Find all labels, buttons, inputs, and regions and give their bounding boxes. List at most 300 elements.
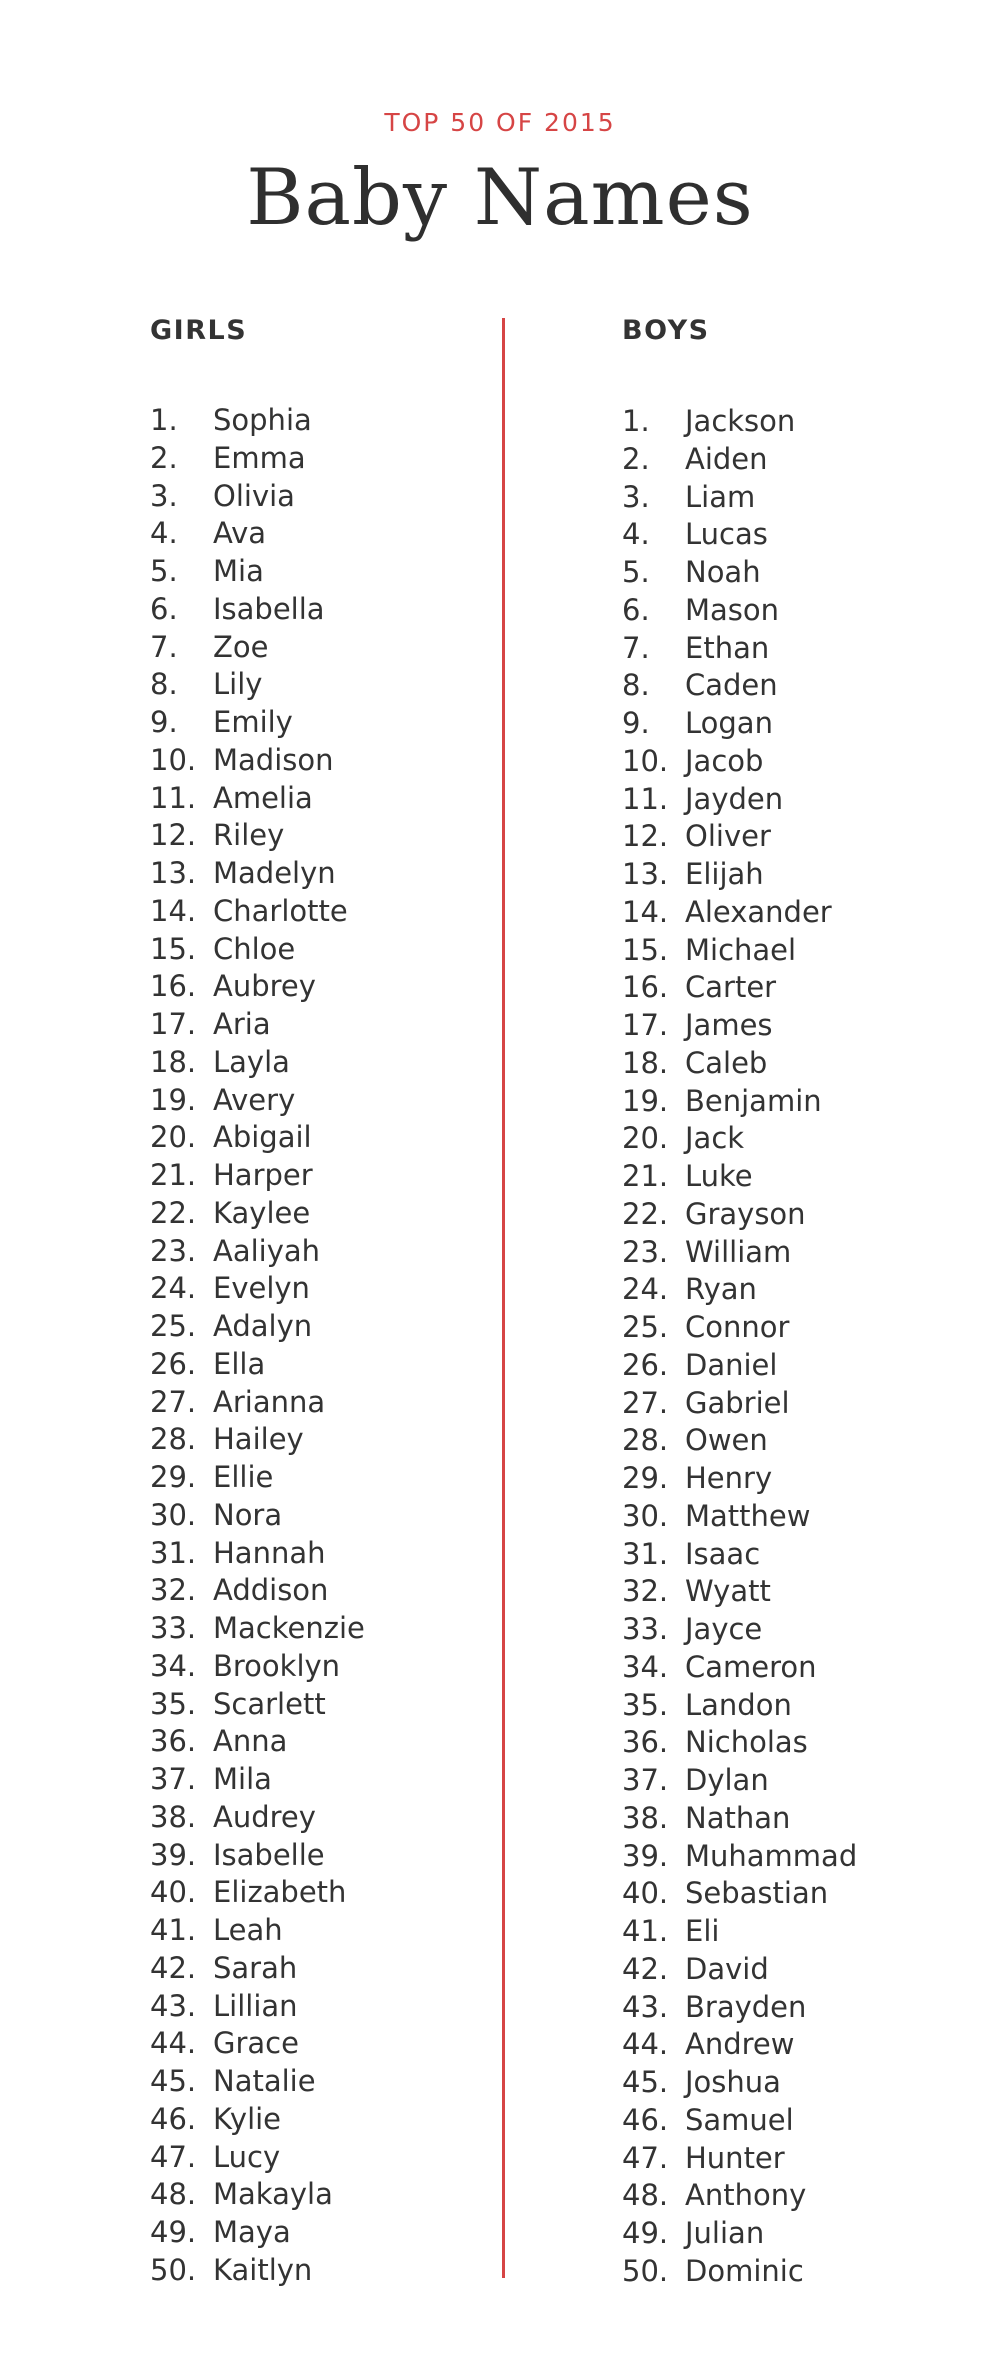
girl-list-item — [150, 1421, 365, 1459]
boy-rank-number: 36. — [622, 1725, 669, 1760]
boy-rank-number: 43. — [622, 1989, 669, 2024]
girl-list-item — [150, 2025, 365, 2063]
boy-list-item — [622, 1762, 857, 1800]
boy-list-item — [622, 969, 857, 1007]
girl-rank-number: 48. — [150, 2177, 197, 2212]
boy-list-item — [622, 516, 857, 554]
boy-list-item — [622, 667, 857, 705]
girl-rank-number: 12. — [150, 818, 197, 853]
boy-rank-number: 17. — [622, 1008, 669, 1042]
girl-rank-number: 25. — [150, 1309, 197, 1343]
boy-name: Mason — [685, 592, 780, 627]
girl-name: Avery — [213, 1082, 296, 1117]
girl-list-item — [150, 1233, 365, 1271]
boy-rank-number: 12. — [622, 819, 669, 854]
girl-rank-number: 35. — [150, 1686, 197, 1721]
boy-list-item — [622, 2064, 857, 2102]
girl-name: Elizabeth — [213, 1875, 347, 1910]
boy-rank-number: 16. — [622, 970, 669, 1005]
boy-rank-number: 3. — [622, 479, 650, 514]
boy-rank-number: 29. — [622, 1461, 669, 1495]
girls-name-list — [150, 402, 365, 2290]
boy-list-item — [622, 1989, 857, 2027]
girl-name: Sophia — [213, 403, 312, 437]
boy-rank-number: 33. — [622, 1612, 669, 1646]
boy-name: Carter — [685, 970, 777, 1005]
girl-list-item — [150, 1912, 365, 1950]
girl-list-item — [150, 2139, 365, 2177]
boy-name: James — [685, 1008, 773, 1042]
girl-name: Olivia — [213, 478, 295, 513]
boy-rank-number: 41. — [622, 1914, 669, 1948]
boy-list-item — [622, 1271, 857, 1309]
girl-list-item — [150, 2101, 365, 2139]
girl-rank-number: 1. — [150, 403, 178, 437]
boy-list-item — [622, 1460, 857, 1498]
girl-name: Ava — [213, 516, 267, 551]
boy-name: Isaac — [685, 1536, 761, 1571]
girl-name: Mia — [213, 554, 264, 588]
girl-list-item — [150, 1270, 365, 1308]
girl-name: Madison — [213, 742, 334, 777]
girl-name: Lillian — [213, 1988, 298, 2023]
boy-rank-number: 40. — [622, 1876, 669, 1911]
boy-name: Grayson — [685, 1196, 806, 1231]
girl-list-item — [150, 704, 365, 742]
boy-name: Nathan — [685, 1800, 791, 1835]
boy-rank-number: 44. — [622, 2027, 669, 2062]
boy-name: William — [685, 1234, 792, 1269]
boy-name: Connor — [685, 1310, 790, 1344]
girl-list-item — [150, 1535, 365, 1573]
boy-list-item — [622, 479, 857, 517]
girl-name: Ellie — [213, 1460, 274, 1494]
boy-list-item — [622, 1234, 857, 1272]
boy-list-item — [622, 1120, 857, 1158]
boy-name: Anthony — [685, 2178, 807, 2213]
girl-list-item — [150, 1346, 365, 1384]
boy-list-item — [622, 1422, 857, 1460]
girl-rank-number: 2. — [150, 440, 178, 475]
boy-rank-number: 5. — [622, 555, 650, 589]
boy-list-item — [622, 2177, 857, 2215]
girl-name: Kaitlyn — [213, 2252, 313, 2287]
boy-list-item — [622, 743, 857, 781]
boy-rank-number: 50. — [622, 2253, 669, 2288]
girl-name: Aubrey — [213, 969, 316, 1004]
girl-list-item — [150, 742, 365, 780]
boy-list-item — [622, 1045, 857, 1083]
girl-list-item — [150, 1384, 365, 1422]
boy-name: Wyatt — [685, 1574, 771, 1609]
boy-name: Aiden — [685, 441, 768, 476]
boy-rank-number: 27. — [622, 1385, 669, 1420]
boy-list-item — [622, 1687, 857, 1725]
girl-rank-number: 10. — [150, 742, 197, 777]
girl-list-item — [150, 1950, 365, 1988]
girl-rank-number: 16. — [150, 969, 197, 1004]
girl-rank-number: 24. — [150, 1271, 197, 1306]
girl-list-item — [150, 855, 365, 893]
boy-list-item — [622, 2215, 857, 2253]
girl-name: Riley — [213, 818, 285, 853]
boy-name: Jackson — [685, 404, 796, 438]
girl-rank-number: 11. — [150, 780, 197, 815]
girl-name: Hailey — [213, 1422, 304, 1457]
girl-name: Madelyn — [213, 856, 336, 890]
boy-name: Gabriel — [685, 1385, 790, 1420]
boy-name: Alexander — [685, 894, 832, 929]
boy-list-item — [622, 441, 857, 479]
girl-name: Aria — [213, 1007, 271, 1041]
boy-rank-number: 34. — [622, 1649, 669, 1684]
girl-rank-number: 26. — [150, 1346, 197, 1381]
girl-list-item — [150, 2063, 365, 2101]
boy-list-item — [622, 1196, 857, 1234]
girl-list-item — [150, 1837, 365, 1875]
girl-list-item — [150, 2252, 365, 2290]
boy-rank-number: 11. — [622, 781, 669, 816]
girl-rank-number: 34. — [150, 1648, 197, 1683]
boy-rank-number: 28. — [622, 1423, 669, 1458]
girl-name: Scarlett — [213, 1686, 326, 1721]
boy-rank-number: 35. — [622, 1687, 669, 1722]
boy-name: Cameron — [685, 1649, 817, 1684]
boy-rank-number: 26. — [622, 1347, 669, 1382]
boy-list-item — [622, 1649, 857, 1687]
boy-name: Landon — [685, 1687, 792, 1722]
girl-name: Layla — [213, 1044, 290, 1079]
girl-rank-number: 29. — [150, 1460, 197, 1494]
boy-rank-number: 31. — [622, 1536, 669, 1571]
girl-list-item — [150, 666, 365, 704]
boy-name: Jacob — [685, 743, 764, 778]
girl-rank-number: 37. — [150, 1762, 197, 1796]
boy-list-item — [622, 705, 857, 743]
boy-rank-number: 18. — [622, 1045, 669, 1080]
boy-name: Benjamin — [685, 1083, 822, 1118]
girl-rank-number: 43. — [150, 1988, 197, 2023]
girl-list-item — [150, 1044, 365, 1082]
boy-name: Lucas — [685, 517, 768, 552]
boy-name: Daniel — [685, 1347, 778, 1382]
boy-list-item — [622, 2253, 857, 2291]
boy-rank-number: 23. — [622, 1234, 669, 1269]
boy-rank-number: 46. — [622, 2102, 669, 2137]
boy-rank-number: 19. — [622, 1083, 669, 1118]
boy-name: Caleb — [685, 1045, 768, 1080]
boy-name: Owen — [685, 1423, 768, 1458]
column-divider — [502, 318, 505, 2278]
boy-list-item — [622, 818, 857, 856]
boy-list-item — [622, 1498, 857, 1536]
boy-list-item — [622, 1724, 857, 1762]
boy-name: Jayce — [685, 1612, 763, 1646]
girl-list-item — [150, 1988, 365, 2026]
boy-name: Dominic — [685, 2253, 804, 2288]
boy-rank-number: 22. — [622, 1196, 669, 1231]
girl-rank-number: 15. — [150, 931, 197, 966]
boy-rank-number: 9. — [622, 706, 650, 740]
girl-rank-number: 22. — [150, 1195, 197, 1230]
boy-rank-number: 21. — [622, 1159, 669, 1193]
boy-list-item — [622, 932, 857, 970]
boys-name-list — [622, 403, 857, 2291]
boy-list-item — [622, 1838, 857, 1876]
boy-name: Joshua — [685, 2065, 781, 2099]
boy-list-item — [622, 1875, 857, 1913]
boy-rank-number: 15. — [622, 932, 669, 967]
girl-name: Harper — [213, 1158, 313, 1192]
girl-list-item — [150, 515, 365, 553]
boy-list-item — [622, 894, 857, 932]
boy-rank-number: 20. — [622, 1121, 669, 1156]
girl-rank-number: 5. — [150, 554, 178, 588]
boy-name: Ryan — [685, 1272, 757, 1307]
boy-rank-number: 30. — [622, 1498, 669, 1533]
girl-name: Arianna — [213, 1384, 326, 1419]
page-title: Baby Names — [246, 153, 754, 243]
boy-list-item — [622, 856, 857, 894]
girl-rank-number: 31. — [150, 1535, 197, 1570]
boy-list-item — [622, 1347, 857, 1385]
girl-rank-number: 32. — [150, 1573, 197, 1608]
girl-name: Lucy — [213, 2139, 281, 2174]
boy-name: Logan — [685, 706, 773, 740]
boy-list-item — [622, 781, 857, 819]
girl-name: Addison — [213, 1573, 329, 1608]
girl-rank-number: 14. — [150, 893, 197, 928]
girl-rank-number: 36. — [150, 1724, 197, 1759]
girl-name: Makayla — [213, 2177, 333, 2212]
girl-rank-number: 8. — [150, 667, 178, 702]
boy-list-item — [622, 1913, 857, 1951]
boy-list-item — [622, 2140, 857, 2178]
boy-name: Muhammad — [685, 1838, 858, 1873]
girl-rank-number: 42. — [150, 1950, 197, 1985]
boy-rank-number: 7. — [622, 630, 650, 665]
boy-rank-number: 49. — [622, 2216, 669, 2250]
girl-list-item — [150, 402, 365, 440]
girl-name: Adalyn — [213, 1309, 313, 1343]
girl-name: Chloe — [213, 931, 296, 966]
boy-rank-number: 6. — [622, 592, 650, 627]
girl-rank-number: 28. — [150, 1422, 197, 1457]
girl-name: Hannah — [213, 1535, 326, 1570]
boy-name: Oliver — [685, 819, 771, 854]
boy-list-item — [622, 1007, 857, 1045]
girl-rank-number: 23. — [150, 1233, 197, 1268]
boy-list-item — [622, 592, 857, 630]
boy-name: Matthew — [685, 1498, 811, 1533]
boy-list-item — [622, 403, 857, 441]
girl-name: Aaliyah — [213, 1233, 321, 1268]
girl-rank-number: 30. — [150, 1497, 197, 1532]
boy-list-item — [622, 2026, 857, 2064]
girls-heading: GIRLS — [150, 315, 248, 346]
girl-list-item — [150, 931, 365, 969]
girl-list-item — [150, 629, 365, 667]
kicker-text: TOP 50 OF 2015 — [384, 108, 616, 137]
boy-name: Andrew — [685, 2027, 795, 2062]
girl-list-item — [150, 1308, 365, 1346]
girl-list-item — [150, 553, 365, 591]
boy-list-item — [622, 2102, 857, 2140]
girl-rank-number: 4. — [150, 516, 178, 551]
boy-rank-number: 10. — [622, 743, 669, 778]
girl-name: Anna — [213, 1724, 288, 1759]
girl-rank-number: 13. — [150, 856, 197, 890]
girl-list-item — [150, 968, 365, 1006]
girl-name: Brooklyn — [213, 1648, 341, 1683]
girl-name: Evelyn — [213, 1271, 310, 1306]
girl-list-item — [150, 1195, 365, 1233]
boy-name: Sebastian — [685, 1876, 829, 1911]
girl-rank-number: 39. — [150, 1837, 197, 1872]
boy-rank-number: 39. — [622, 1838, 669, 1873]
boy-name: Noah — [685, 555, 761, 589]
girl-list-item — [150, 1459, 365, 1497]
boy-name: Hunter — [685, 2140, 785, 2175]
girl-name: Amelia — [213, 780, 313, 815]
girl-list-item — [150, 1006, 365, 1044]
boy-rank-number: 8. — [622, 668, 650, 703]
boy-name: Dylan — [685, 1763, 769, 1797]
girl-list-item — [150, 2214, 365, 2252]
girl-name: Abigail — [213, 1120, 312, 1155]
girl-name: Emma — [213, 440, 306, 475]
girl-rank-number: 7. — [150, 629, 178, 664]
girl-list-item — [150, 1799, 365, 1837]
boy-rank-number: 1. — [622, 404, 650, 438]
girl-list-item — [150, 591, 365, 629]
boy-rank-number: 24. — [622, 1272, 669, 1307]
boys-heading: BOYS — [622, 315, 710, 346]
girl-list-item — [150, 1157, 365, 1195]
girl-rank-number: 21. — [150, 1158, 197, 1192]
boy-rank-number: 37. — [622, 1763, 669, 1797]
boy-name: Liam — [685, 479, 756, 514]
girl-rank-number: 17. — [150, 1007, 197, 1041]
boy-rank-number: 4. — [622, 517, 650, 552]
boy-name: Elijah — [685, 857, 764, 891]
girl-rank-number: 41. — [150, 1913, 197, 1947]
boy-name: Michael — [685, 932, 797, 967]
girl-list-item — [150, 1648, 365, 1686]
boy-rank-number: 2. — [622, 441, 650, 476]
girl-name: Isabella — [213, 591, 325, 626]
boy-list-item — [622, 1611, 857, 1649]
boy-list-item — [622, 554, 857, 592]
girl-rank-number: 9. — [150, 705, 178, 739]
girl-list-item — [150, 478, 365, 516]
girl-list-item — [150, 1610, 365, 1648]
boy-name: Nicholas — [685, 1725, 808, 1760]
girl-name: Zoe — [213, 629, 269, 664]
girl-rank-number: 47. — [150, 2139, 197, 2174]
boy-name: Henry — [685, 1461, 773, 1495]
boy-rank-number: 48. — [622, 2178, 669, 2213]
girl-name: Emily — [213, 705, 293, 739]
boy-list-item — [622, 1385, 857, 1423]
boy-name: Jack — [685, 1121, 745, 1156]
boy-rank-number: 45. — [622, 2065, 669, 2099]
girl-name: Lily — [213, 667, 263, 702]
boy-list-item — [622, 630, 857, 668]
girl-list-item — [150, 817, 365, 855]
boy-list-item — [622, 1800, 857, 1838]
girl-list-item — [150, 1119, 365, 1157]
boy-list-item — [622, 1951, 857, 1989]
girl-rank-number: 3. — [150, 478, 178, 513]
girl-name: Maya — [213, 2215, 291, 2249]
boy-rank-number: 25. — [622, 1310, 669, 1344]
girl-name: Mackenzie — [213, 1611, 365, 1645]
girl-name: Natalie — [213, 2064, 316, 2098]
girl-rank-number: 40. — [150, 1875, 197, 1910]
girl-list-item — [150, 893, 365, 931]
girl-name: Mila — [213, 1762, 272, 1796]
girl-list-item — [150, 440, 365, 478]
girl-rank-number: 19. — [150, 1082, 197, 1117]
boy-list-item — [622, 1573, 857, 1611]
girl-list-item — [150, 2176, 365, 2214]
boy-name: Ethan — [685, 630, 770, 665]
girl-name: Leah — [213, 1913, 283, 1947]
boy-name: Brayden — [685, 1989, 807, 2024]
girl-list-item — [150, 1497, 365, 1535]
boy-rank-number: 38. — [622, 1800, 669, 1835]
boy-list-item — [622, 1536, 857, 1574]
girl-rank-number: 45. — [150, 2064, 197, 2098]
boy-name: David — [685, 1951, 769, 1986]
girl-list-item — [150, 1082, 365, 1120]
boy-name: Luke — [685, 1159, 753, 1193]
boy-name: Julian — [685, 2216, 765, 2250]
girl-rank-number: 33. — [150, 1611, 197, 1645]
girl-rank-number: 27. — [150, 1384, 197, 1419]
girl-list-item — [150, 1874, 365, 1912]
girl-rank-number: 20. — [150, 1120, 197, 1155]
girl-name: Nora — [213, 1497, 283, 1532]
girl-name: Kylie — [213, 2101, 282, 2136]
girl-name: Charlotte — [213, 893, 348, 928]
boy-name: Caden — [685, 668, 778, 703]
boy-rank-number: 42. — [622, 1951, 669, 1986]
boy-list-item — [622, 1309, 857, 1347]
boy-name: Jayden — [685, 781, 784, 816]
girl-rank-number: 50. — [150, 2252, 197, 2287]
girl-rank-number: 49. — [150, 2215, 197, 2249]
boy-rank-number: 13. — [622, 857, 669, 891]
boy-rank-number: 14. — [622, 894, 669, 929]
boy-list-item — [622, 1083, 857, 1121]
boy-name: Eli — [685, 1914, 720, 1948]
boy-rank-number: 32. — [622, 1574, 669, 1609]
girl-list-item — [150, 780, 365, 818]
girl-name: Kaylee — [213, 1195, 311, 1230]
girl-name: Sarah — [213, 1950, 298, 1985]
girl-name: Isabelle — [213, 1837, 325, 1872]
girl-rank-number: 18. — [150, 1044, 197, 1079]
boy-rank-number: 47. — [622, 2140, 669, 2175]
girl-rank-number: 38. — [150, 1799, 197, 1834]
girl-list-item — [150, 1572, 365, 1610]
boy-name: Samuel — [685, 2102, 794, 2137]
girl-rank-number: 44. — [150, 2026, 197, 2061]
girl-rank-number: 6. — [150, 591, 178, 626]
girl-name: Ella — [213, 1346, 266, 1381]
